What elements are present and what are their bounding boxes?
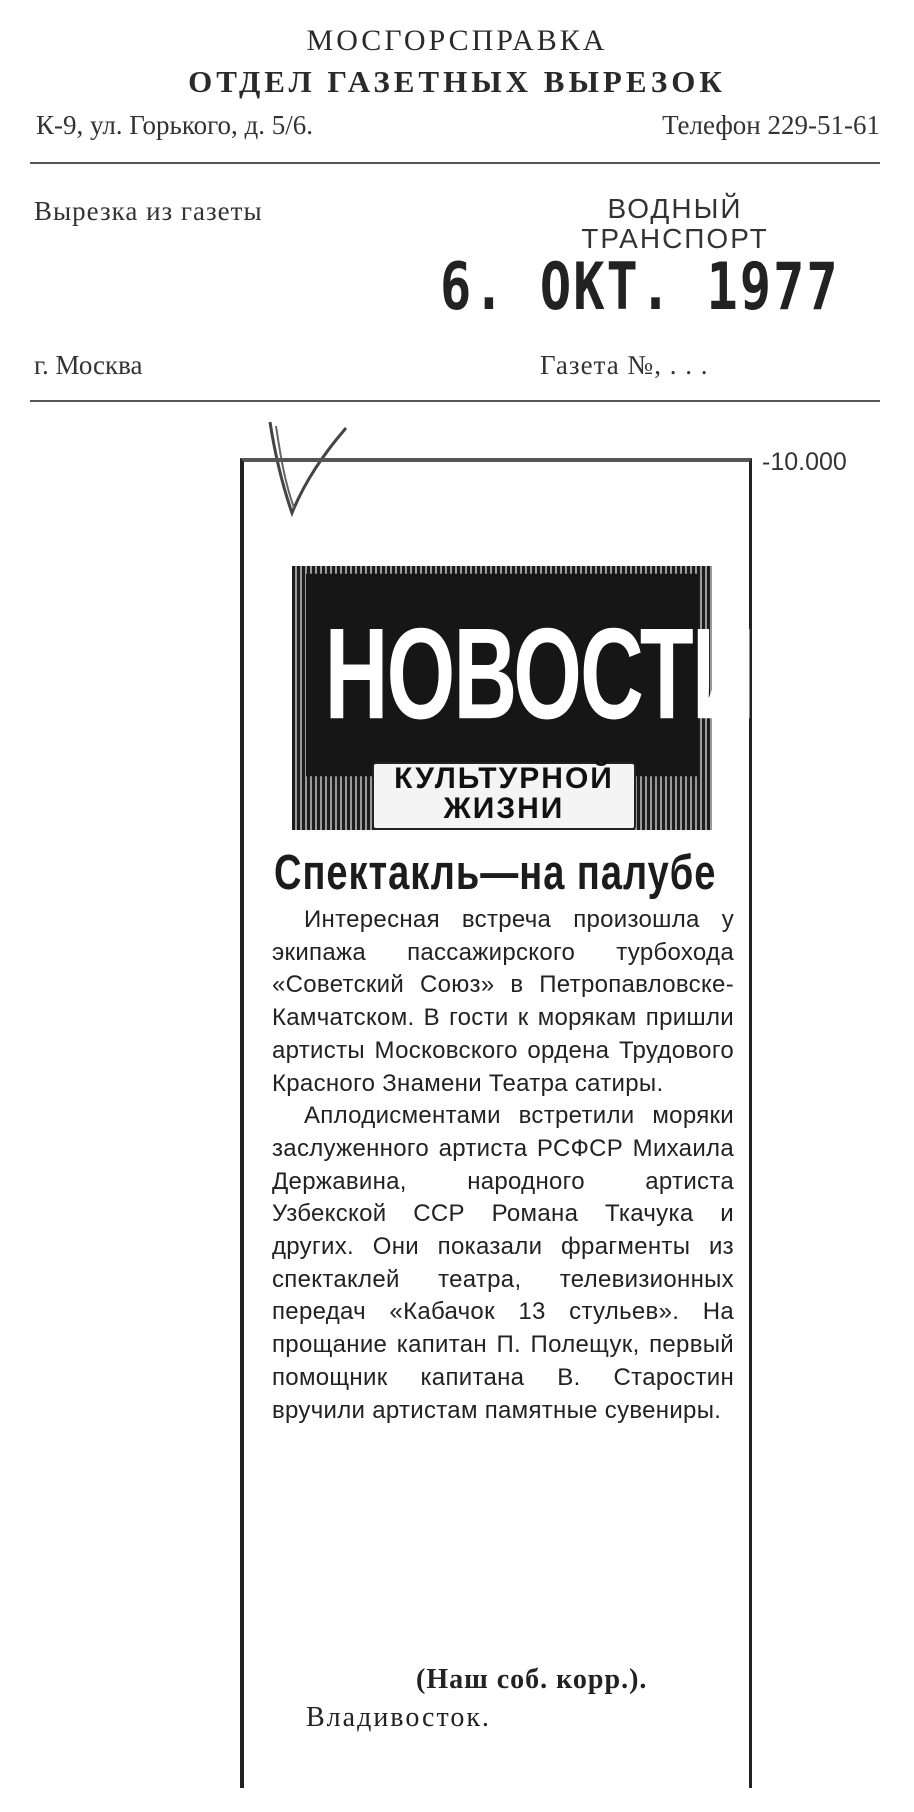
- divider: [30, 400, 880, 402]
- city: г. Москва: [34, 350, 143, 380]
- article-paragraph: Интересная встреча произошла у экипажа пассажирского турбохода «Советский Союз» в Петропавловске-Камчатском. В гости к морякам пришли артисты Московского ордена Трудового Красного Знамени Театра сатиры.: [272, 906, 734, 1097]
- date-stamp: 6. ОКТ. 1977: [440, 250, 840, 325]
- agency-name: МОСГОРСПРАВКА: [306, 24, 608, 57]
- banner-subtitle: КУЛЬТУРНОЙ ЖИЗНИ: [372, 762, 636, 830]
- article-body: [272, 904, 734, 1427]
- phone: Телефон 229-51-61: [662, 110, 880, 140]
- divider: [30, 162, 880, 164]
- department-name: ОТДЕЛ ГАЗЕТНЫХ ВЫРЕЗОК: [188, 64, 726, 99]
- article-paragraph: Аплодисментами встретили моряки заслуженного артиста РСФСР Михаила Державина, народного артиста Узбекской ССР Романа Ткачука и других. Они показали фрагменты из спектаклей театра, телевизионных передач «Кабачок 13 стульев». На прощание капитан П. Полещук, первый помощник капитана В. Старостин вручили артистам памятные сувениры.: [272, 1102, 734, 1424]
- clipping-label: Вырезка из газеты: [34, 196, 263, 226]
- address: К-9, ул. Горького, д. 5/6.: [36, 110, 313, 140]
- article-headline: Спектакль—на палубе: [274, 846, 717, 901]
- newspaper-name: ВОДНЫЙ ТРАНСПОРТ: [581, 193, 769, 254]
- banner-title: НОВОСТИ: [306, 574, 698, 777]
- circulation: -10.000: [762, 448, 847, 476]
- article-dateline: Владивосток.: [306, 1702, 491, 1733]
- article-byline: (Наш соб. корр.).: [416, 1664, 648, 1695]
- section-banner: [292, 566, 754, 830]
- issue-label: Газета №, . . .: [540, 350, 709, 380]
- newspaper-clipping: [240, 458, 752, 1788]
